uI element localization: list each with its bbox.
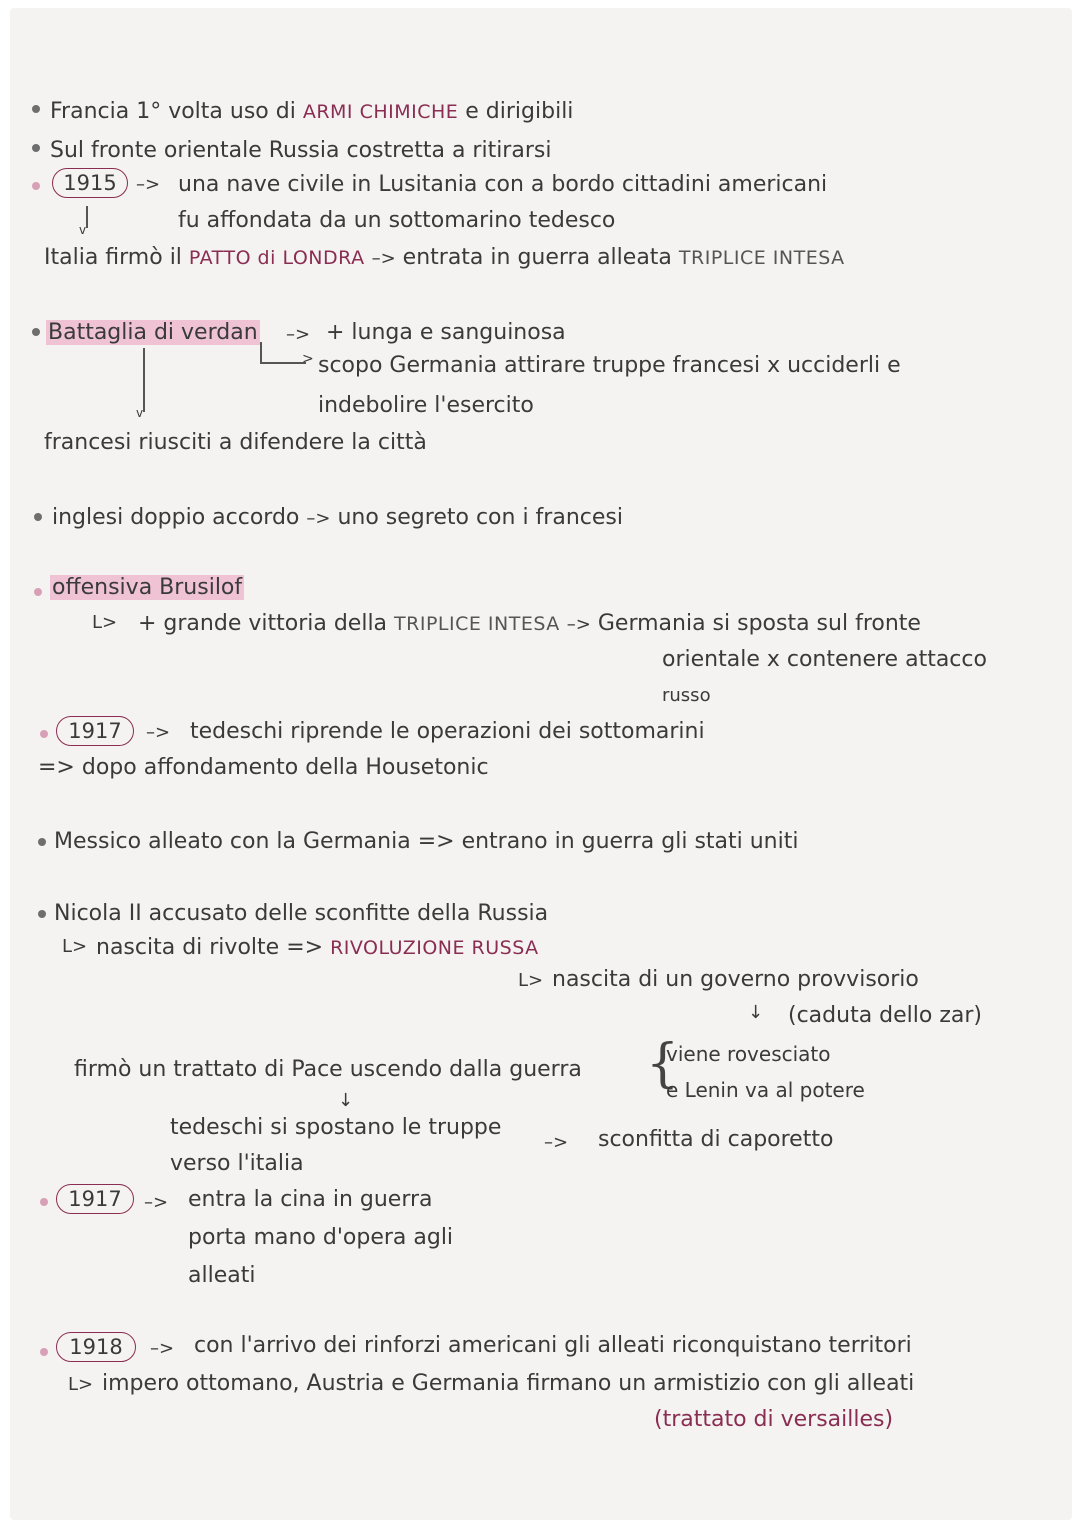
line-francesi: francesi riusciti a difendere la città — [44, 430, 427, 455]
bullet — [40, 730, 48, 738]
arrow-right: –> — [566, 614, 591, 635]
text: e dirigibili — [465, 99, 574, 124]
offensive-title — [50, 574, 244, 602]
line-indebolire: indebolire l'esercito — [318, 393, 534, 418]
text: uno segreto con i francesi — [337, 505, 623, 530]
battle-title — [46, 319, 260, 347]
arrow-right: –> — [150, 1338, 175, 1359]
arrow-right: –> — [136, 174, 161, 195]
notes-page — [10, 8, 1072, 1520]
bullet — [34, 513, 42, 521]
line-housetonic — [38, 754, 489, 782]
text: Germania si sposta sul fronte — [597, 611, 921, 636]
line-caduta-zar: (caduta dello zar) — [788, 1003, 983, 1028]
year-badge-1917: 1917 — [56, 716, 134, 746]
bullet — [32, 328, 40, 336]
line-orientale: orientale x contenere attacco — [662, 647, 987, 672]
line-lenin: e Lenin va al potere — [666, 1078, 865, 1102]
branch-line — [260, 342, 262, 362]
down-line — [86, 206, 88, 228]
text: entrano in guerra gli stati uniti — [461, 829, 799, 854]
text: nascita di rivolte — [96, 935, 280, 960]
line-grande-vittoria — [138, 610, 921, 639]
corner-arrow: L> — [518, 970, 544, 991]
arrow-head: > — [302, 351, 314, 367]
text: entrata in guerra alleata — [402, 245, 672, 270]
corner-arrow: L> — [68, 1374, 94, 1395]
bullet — [32, 105, 40, 113]
line-armistizio: impero ottomano, Austria e Germania firmano un armistizio con gli alleati — [102, 1371, 915, 1396]
line-cina: entra la cina in guerra — [188, 1187, 433, 1212]
down-arrow: ↓ — [748, 1002, 764, 1023]
line-lunga: + lunga e sanguinosa — [326, 320, 566, 345]
line-nicola: Nicola II accusato delle sconfitte della Russia — [54, 901, 549, 926]
text: Italia firmò il — [44, 245, 182, 270]
arrow-right: –> — [544, 1132, 569, 1153]
key-term: TRIPLICE INTESA — [678, 247, 845, 269]
arrow-right: –> — [306, 508, 331, 529]
line-italia-verso: verso l'italia — [170, 1151, 304, 1176]
key-term: ARMI CHIMICHE — [302, 101, 459, 123]
line-mano-opera: porta mano d'opera agli — [188, 1225, 454, 1250]
bullet — [38, 838, 46, 846]
line-inglesi — [52, 504, 623, 533]
bullet — [34, 588, 42, 596]
line-francia — [50, 98, 573, 126]
line-truppe: tedeschi si spostano le truppe — [170, 1115, 502, 1140]
line-governo: nascita di un governo provvisorio — [552, 967, 919, 992]
text: + grande vittoria della — [138, 611, 388, 636]
down-arrow: v — [136, 406, 144, 420]
highlighted-term: offensiva Brusilof — [52, 575, 243, 600]
line-scopo: scopo Germania attirare truppe francesi x ucciderli e — [318, 353, 901, 378]
bullet — [32, 182, 40, 190]
bullet — [38, 910, 46, 918]
line-affondata: fu affondata da un sottomarino tedesco — [178, 208, 616, 233]
corner-arrow: L> — [92, 612, 118, 633]
double-arrow: => — [417, 829, 455, 854]
year-badge-1917-b: 1917 — [56, 1184, 134, 1214]
down-line — [143, 348, 145, 412]
key-term: TRIPLICE INTESA — [394, 613, 560, 635]
arrow-right: –> — [146, 722, 171, 743]
line-alleati: alleati — [188, 1263, 256, 1288]
line-messico — [54, 828, 798, 856]
bullet — [32, 144, 40, 152]
line-rivolte — [96, 934, 539, 962]
arrow-right: –> — [371, 248, 396, 269]
line-rovesciato: viene rovesciato — [666, 1042, 831, 1066]
text: dopo affondamento della Housetonic — [81, 755, 489, 780]
text: inglesi doppio accordo — [52, 505, 300, 530]
double-arrow: => — [38, 755, 75, 780]
branch-line — [260, 362, 306, 364]
line-lusitania: una nave civile in Lusitania con a bordo cittadini americani — [178, 172, 828, 197]
line-russo: russo — [662, 685, 711, 706]
text: Francia 1° volta uso di — [50, 99, 296, 124]
line-sottomarini: tedeschi riprende le operazioni dei sottomarini — [190, 719, 705, 744]
line-fronte-orientale: Sul fronte orientale Russia costretta a ritirarsi — [50, 138, 552, 163]
year-badge-1915: 1915 — [52, 168, 128, 198]
key-term: RIVOLUZIONE RUSSA — [330, 937, 539, 959]
line-versailles: (trattato di versailles) — [654, 1407, 894, 1432]
corner-arrow: L> — [62, 936, 88, 957]
arrow-right: –> — [144, 1192, 169, 1213]
line-italia — [44, 244, 845, 273]
double-arrow: => — [286, 935, 324, 960]
key-term: PATTO di LONDRA — [188, 247, 365, 269]
bullet — [40, 1198, 48, 1206]
text: Messico alleato con la Germania — [54, 829, 411, 854]
brace: { — [646, 1034, 680, 1094]
line-rinforzi: con l'arrivo dei rinforzi americani gli alleati riconquistano territori — [194, 1333, 912, 1358]
line-caporetto: sconfitta di caporetto — [598, 1127, 834, 1152]
highlighted-term: Battaglia di verdan — [48, 320, 258, 345]
line-trattato-pace: firmò un trattato di Pace uscendo dalla guerra — [74, 1057, 582, 1082]
bullet — [40, 1348, 48, 1356]
down-arrow: ↓ — [338, 1090, 354, 1111]
arrow-right: –> — [286, 324, 311, 345]
down-arrow: v — [79, 223, 87, 237]
year-badge-1918: 1918 — [56, 1332, 136, 1362]
